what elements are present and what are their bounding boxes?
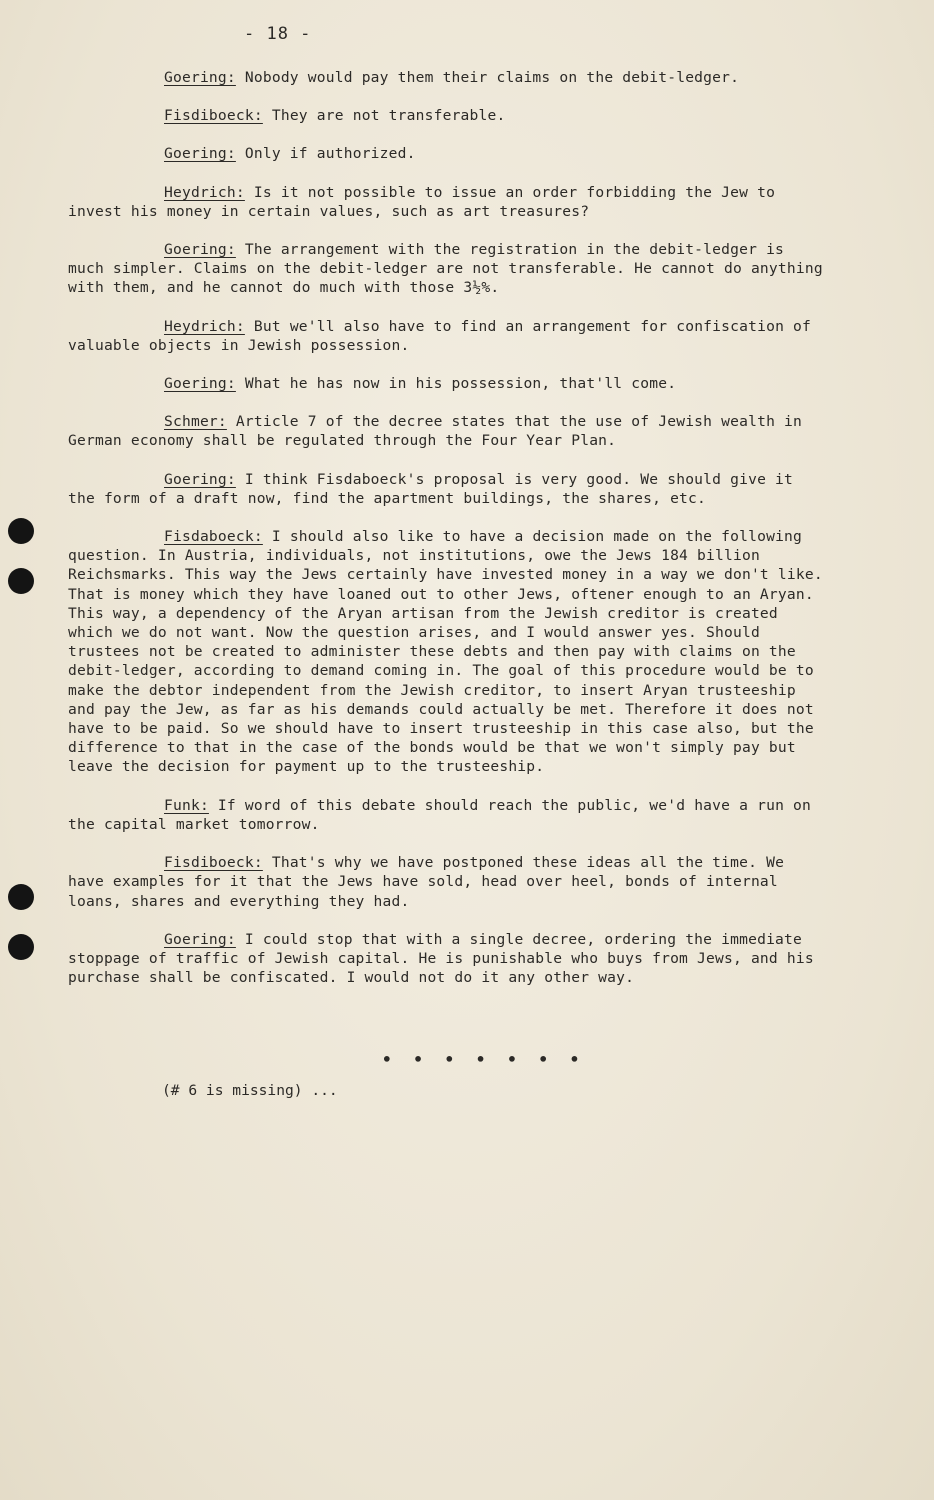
- dialogue-paragraph: [68, 796, 828, 834]
- speech-text: I could stop that with a single decree, ordering the immediate stoppage of traffic of Jewish capital. He is punishable who buys from Jews, and his purchase shall be confiscated. I would not do it any other way.: [68, 930, 814, 987]
- punch-hole: [8, 568, 34, 594]
- speech-text: They are not transferable.: [262, 107, 506, 125]
- speech-text: What he has now in his possession, that'll come.: [235, 375, 677, 393]
- dialogue-paragraph: [68, 930, 828, 988]
- section-separator: • • • • • • •: [382, 1050, 586, 1069]
- speaker-name: Goering:: [164, 69, 236, 86]
- speech-text: I should also like to have a decision made on the following question. In Austria, individuals, not institutions, owe the Jews 184 billion Reichsmarks. This way the Jews certainly have invested money in a way we don't like. That is money which they have loaned out to other Jews, oftener enough to an Aryan. This way, a dependency of the Aryan artisan from the Jewish creditor is created which we do not want. Now the question arises, and I would answer yes. Should trustees not be created to administer these debts and then pay with claims on the debit-ledger, according to demand coming in. The goal of this procedure would be to make the debtor independent from the Jewish creditor, to insert Aryan trusteeship and pay the Jew, as far as his demands could actually be met. Therefore it does not have to be paid. So we should have to insert trusteeship in this case also, but the difference to that in the case of the bonds would be that we won't simply pay but leave the decision for payment up to the trusteeship.: [68, 528, 823, 776]
- dialogue-paragraph: [68, 470, 828, 508]
- speaker-name: Goering:: [164, 241, 236, 259]
- speech-text: Is it not possible to issue an order forbidding the Jew to invest his money in certain values, such as art treasures?: [68, 183, 776, 220]
- dialogue-paragraph: [68, 853, 828, 911]
- punch-hole: [8, 884, 34, 910]
- speech-text: But we'll also have to find an arrangement for confiscation of valuable objects in Jewish possession.: [68, 317, 812, 354]
- dialogue-paragraph: [68, 374, 828, 393]
- speaker-name: Fisdiboeck:: [164, 107, 263, 125]
- speaker-name: Funk:: [164, 796, 209, 814]
- dialogue-paragraph: [68, 68, 828, 87]
- speech-text: Only if authorized.: [235, 145, 416, 163]
- speech-text: That's why we have postponed these ideas all the time. We have examples for it that the Jews have sold, head over heel, bonds of internal loans, shares and everything they had.: [68, 854, 785, 910]
- punch-hole: [8, 518, 34, 544]
- speech-text: If word of this debate should reach the public, we'd have a run on the capital market tomorrow.: [68, 796, 812, 833]
- speaker-name: Goering:: [164, 375, 236, 393]
- speaker-name: Goering:: [164, 470, 236, 488]
- speaker-name: Schmer:: [164, 413, 227, 431]
- dialogue-paragraph: [68, 527, 828, 777]
- dialogue-paragraph: [68, 412, 828, 450]
- speech-text: I think Fisdaboeck's proposal is very good. We should give it the form of a draft now, find the apartment buildings, the shares, etc.: [68, 470, 794, 507]
- page-number: - 18 -: [244, 24, 312, 44]
- speaker-name: Fisdiboeck:: [164, 854, 263, 872]
- speaker-name: Goering:: [164, 145, 236, 163]
- speaker-name: Fisdaboeck:: [164, 528, 263, 546]
- speech-text: Nobody would pay them their claims on the debit-ledger.: [235, 69, 740, 86]
- dialogue-paragraph: [68, 106, 828, 125]
- dialogue-paragraph: [68, 317, 828, 355]
- punch-hole: [8, 934, 34, 960]
- dialogue-paragraph: [68, 144, 828, 163]
- dialogue-paragraph: [68, 240, 828, 298]
- document-body: [68, 68, 828, 1006]
- speech-text: Article 7 of the decree states that the use of Jewish wealth in German economy shall be regulated through the Four Year Plan.: [68, 413, 803, 450]
- speaker-name: Heydrich:: [164, 183, 245, 201]
- missing-note: (# 6 is missing) ...: [162, 1082, 338, 1099]
- speech-text: The arrangement with the registration in the debit-ledger is much simpler. Claims on the debit-ledger are not transferable. He cannot do anything with them, and he cannot do much with those 3½%.: [68, 241, 823, 297]
- speaker-name: Heydrich:: [164, 317, 245, 335]
- dialogue-paragraph: [68, 183, 828, 221]
- speaker-name: Goering:: [164, 930, 236, 948]
